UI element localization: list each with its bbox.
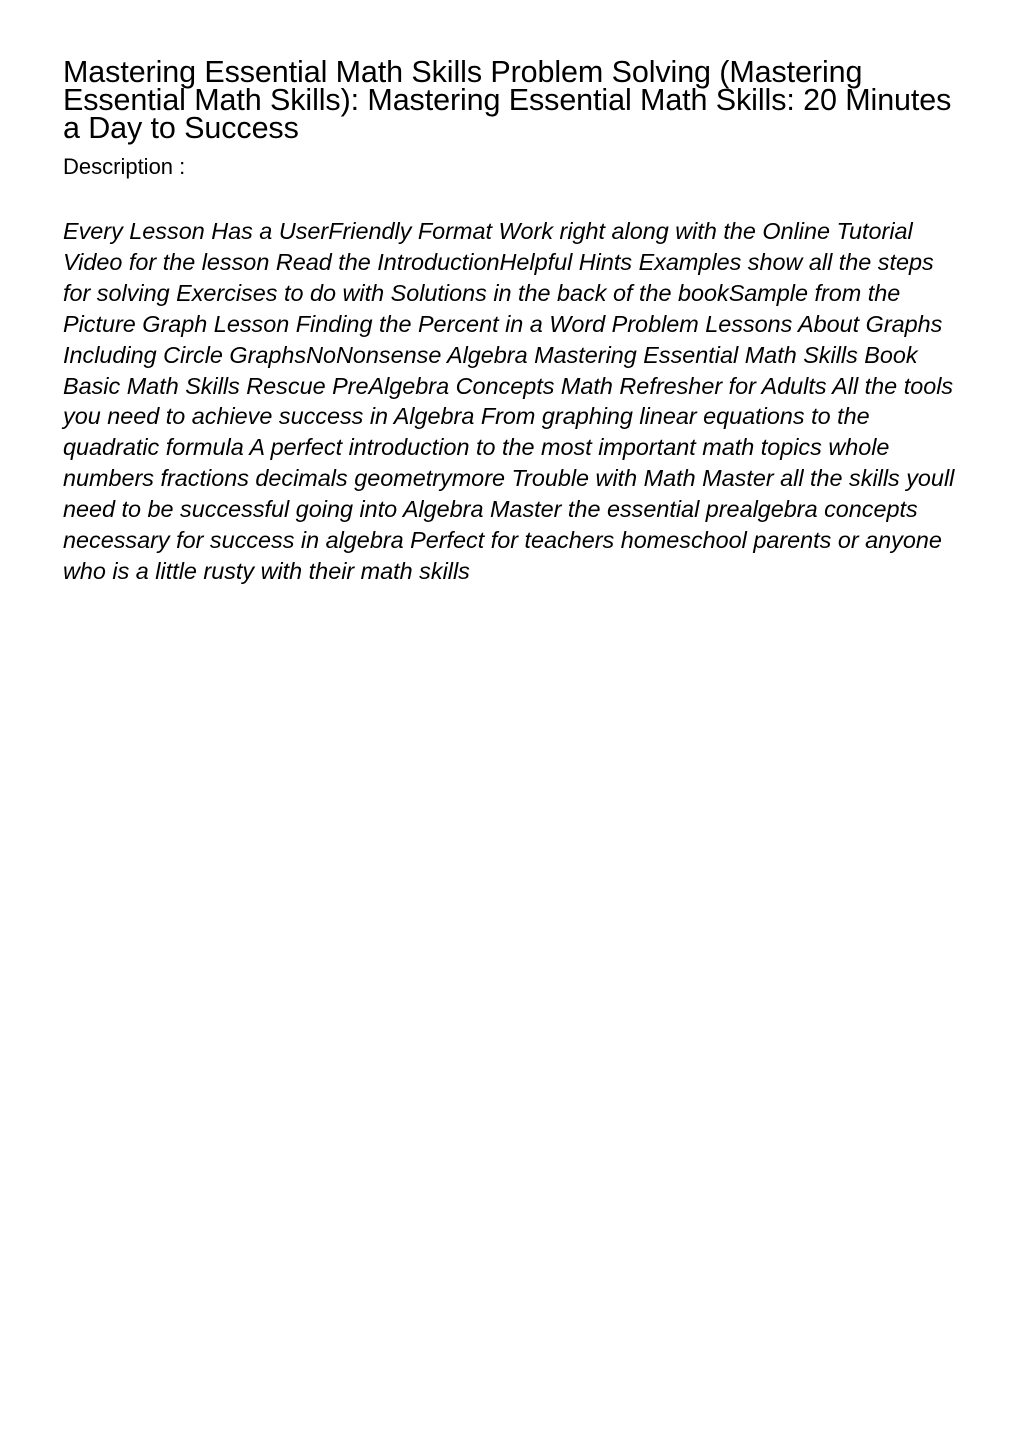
- document-title: Mastering Essential Math Skills Problem Solving (Mastering Essential Math Skills): Mastering Essential Math Skills: 20 Minutes a Day to Success: [63, 55, 952, 145]
- document-page: [63, 55, 963, 587]
- description-label: Description :: [63, 154, 186, 179]
- description-text: Every Lesson Has a UserFriendly Format Work right along with the Online Tutorial Video for the lesson Read the IntroductionHelpful Hints Examples show all the steps for solving Exercises to do with Solutions in the back of the bookSample from the Picture Graph Lesson Finding the Percent in a Word Problem Lessons About Graphs Including Circle GraphsNoNonsense Algebra Mastering Essential Math Skills Book Basic Math Skills Rescue PreAlgebra Concepts Math Refresher for Adults All the tools you need to achieve success in Algebra From graphing linear equations to the quadratic formula A perfect introduction to the most important math topics whole numbers fractions decimals geometrymore Trouble with Math Master all the skills youll need to be successful going into Algebra Master the essential prealgebra concepts necessary for success in algebra Perfect for teachers homeschool parents or anyone who is a little rusty with their math skills: [63, 218, 955, 584]
